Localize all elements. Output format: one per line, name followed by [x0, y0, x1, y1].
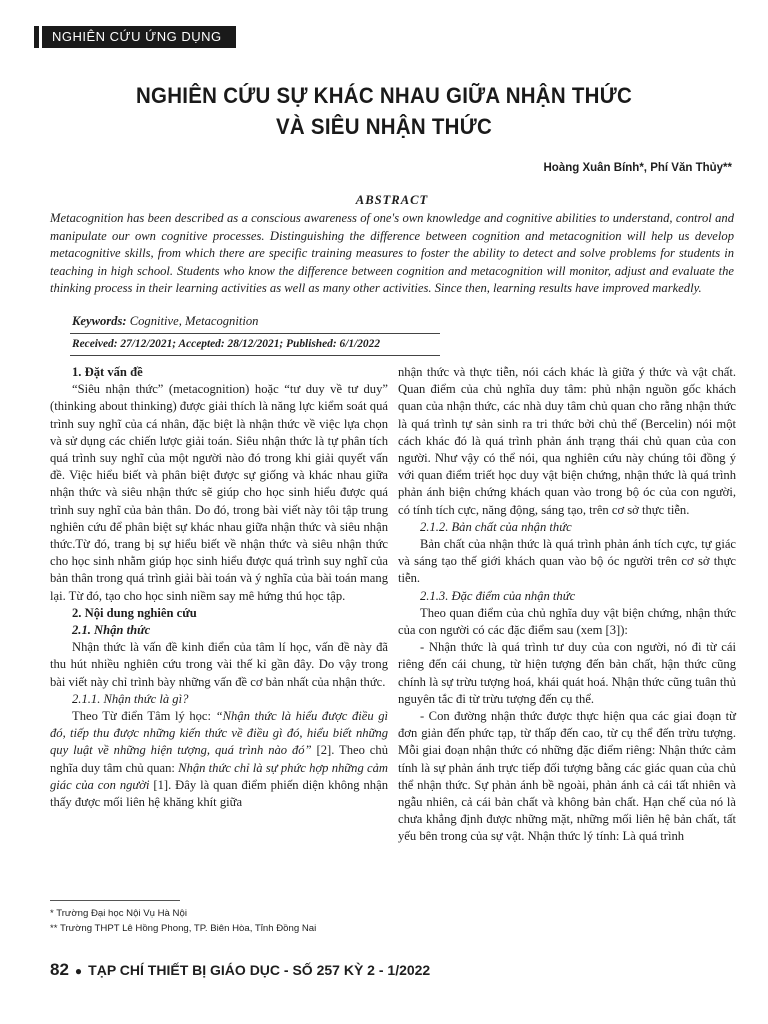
divider-bottom [70, 355, 440, 356]
paragraph-cognition: Nhận thức là vấn đề kinh điển của tâm lí học, vấn đề này đã thu hút nhiều nghiên cứu trong vài thế kỉ gần đây. Do vậy trong bài viết này chỉ trình bày những vấn đề cơ bản nhất của nhận thức. [50, 640, 388, 689]
page-number: 82 [50, 960, 69, 979]
section-tag-label: NGHIÊN CỨU ỨNG DỤNG [42, 26, 236, 48]
paragraph-definition [50, 708, 388, 811]
keywords-value: Cognitive, Metacognition [126, 314, 259, 328]
heading-nature-of-cognition: 2.1.2. Bản chất của nhận thức [420, 519, 572, 534]
section-tag [34, 26, 236, 48]
section-tag-bar [34, 26, 39, 48]
right-column [398, 364, 736, 846]
heading-characteristics: 2.1.3. Đặc điểm của nhận thức [420, 588, 576, 603]
keywords [72, 314, 258, 329]
abstract-heading: ABSTRACT [355, 193, 429, 207]
left-column [50, 364, 388, 894]
definition-part-1: Theo Từ điển Tâm lý học: [72, 709, 216, 724]
heading-research-content: 2. Nội dung nghiên cứu [72, 605, 197, 620]
paragraph-introduction: “Siêu nhận thức” (metacognition) hoặc “tư duy về tư duy” (thinking about thinking) được giải thích là năng lực kiểm soát quá trình suy nghĩ của cá nhân, đặc biệt là nhận thức về việc lựa chọn và sử dụng các chiến lược giải toán. Siêu nhận thức là tự phân tích quá trình suy nghĩ của một người nào đó trong khi giải quyết vấn đề. Việc hiểu biết và phân biệt được sự giống và khác nhau giữa nhận thức và siêu nhận thức sẽ giúp cho học sinh hiểu được quá trình suy nghĩ của bản thân. Do đó, trong bài viết này tôi tập trung nghiên cứu để phân biệt sự khác nhau giữa nhận thức và siêu nhận thức.Từ đó, trang bị sự hiểu biết về nhận thức và siêu nhận thức cho học sinh nhằm giúp học sinh hiểu được quá trình suy nghĩ của bản thân trong quá trình giải bài toán và ý nghĩa của bài toán mang lại. Từ đó, tạo cho học sinh niềm say mê hứng thú học tập. [50, 382, 388, 603]
footnote-1: * Trường Đại học Nội Vụ Hà Nội [50, 908, 187, 919]
footnote-2: ** Trường THPT Lê Hồng Phong, TP. Biên Hòa, Tỉnh Đồng Nai [50, 923, 317, 934]
paragraph-characteristic-2: - Con đường nhận thức được thực hiện qua các giai đoạn từ đơn giản đến phức tạp, từ thấp đến cao, từ cụ thể đến trừu tượng. Mỗi giai đoạn nhận thức có những đặc điểm riêng: Nhận thức cảm tính là sự phản ánh trực tiếp đối tượng bằng các giác quan của chủ thể nhận thức. Sự phản ánh bề ngoài, phản ánh cả cái tất nhiên và ngẫu nhiên, cả cái bản chất và không bản chất. Hạn chế của nó là chưa khẳng định được những mặt, những mối liên hệ bản chất, tất yếu bên trong của sự vật. Nhận thức lý tính: Là quá trình [398, 709, 736, 844]
divider-top [70, 333, 440, 334]
paragraph-characteristic-1: - Nhận thức là quá trình tư duy của con người, nó đi từ cái riêng đến cái chung, từ hiện tượng đến bản chất, hận thức cũng chính là sự trừu tượng hoá, khái quát hoá. Nhận thức cũng tuân thủ nguyên tắc đi từ trừu tượng đến cụ thể. [398, 640, 736, 706]
footnote-divider [50, 900, 180, 901]
heading-cognition: 2.1. Nhận thức [72, 623, 151, 638]
authors: Hoàng Xuân Bính*, Phí Văn Thủy** [543, 162, 732, 174]
heading-introduction: 1. Đặt vấn đề [72, 365, 143, 379]
bullet-icon: ● [74, 964, 83, 978]
abstract-body: Metacognition has been described as a conscious awareness of one's own knowledge and cognitive abilities to understand, control and manipulate our own cognitive processes. Distinguishing the difference between cognition and metacognition will help us develop metacognitive skills, from which there are specific training measures to foster the ability to detect and solve problems for students in teaching in high school. Students who know the difference between cognition and metacognition will monitor, adjust and evaluate the thinking process in their learning activities as well as many other activities. Since then, learning results have improved markedly. [50, 211, 734, 296]
definition-part-2: [2]. Theo chủ nghĩa duy tâm chủ quan: [50, 743, 388, 775]
received-dates: Received: 27/12/2021; Accepted: 28/12/2021; Published: 6/1/2022 [72, 338, 381, 350]
footnotes [50, 906, 316, 936]
definition-part-3: [1]. Đây là quan điểm phiến diện không nhận thấy được mối liên hệ khăng khít giữa [50, 777, 388, 810]
journal-name: TẠP CHÍ THIẾT BỊ GIÁO DỤC - SỐ 257 KỲ 2 - 1/2022 [88, 962, 431, 978]
article-title-line1: NGHIÊN CỨU SỰ KHÁC NHAU GIỮA NHẬN THỨC [135, 83, 633, 108]
paragraph-nature: Bản chất của nhận thức là quá trình phản ánh tích cực, tự giác và sáng tạo thế giới khách quan vào bộ óc người trên cơ sở thực tiễn. [398, 537, 736, 586]
page-footer [50, 960, 430, 980]
keywords-label: Keywords: [72, 314, 127, 328]
abstract [50, 192, 734, 297]
heading-what-is-cognition: 2.1.1. Nhận thức là gì? [72, 691, 189, 706]
definition-quote-2: Nhận thức chỉ là sự phức hợp những cảm giác của con người [50, 760, 388, 792]
article-title-line2: VÀ SIÊU NHẬN THỨC [275, 114, 493, 139]
paragraph-characteristics-intro: Theo quan điểm của chủ nghĩa duy vật biện chứng, nhận thức của con người có các đặc điểm sau (xem [3]): [398, 605, 736, 638]
article-title [27, 80, 741, 142]
definition-quote-1: “Nhận thức là hiểu được điều gì đó, tiếp thu được những kiến thức về điều gì đó, hiểu biết những quy luật về những hiện tượng, quá trình nào đó” [50, 709, 388, 758]
paragraph-continued: nhận thức và thực tiễn, nói cách khác là giữa ý thức và vật chất. Quan điểm của chủ nghĩa duy tâm: phủ nhận nguồn gốc khách quan của nhận thức, các nhà duy tâm chủ quan cho rằng nhận thức là quá trình tự sản sinh ra tri thức bởi chủ thể (Bercelin) nói một cách khác đó là quá trình phản ánh trạng thái chủ quan của con người. Như vậy có thể nói, qua nghiên cứu này chúng tôi đồng ý với quan điểm triết học duy vật biện chứng, nhận thức là quá trình phản ánh biện chứng khách quan vào trong bộ óc của con người, có tính tích cực, năng động, sáng tạo, trên cơ sở thực tiễn. [398, 365, 736, 517]
